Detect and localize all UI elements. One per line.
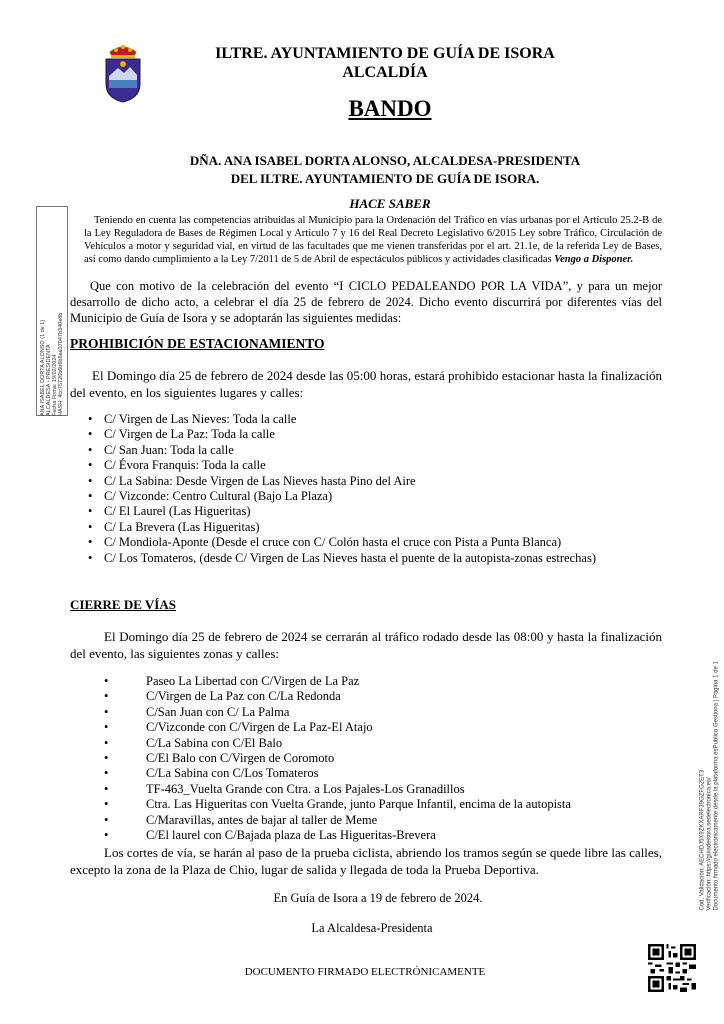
list-item: • C/La Sabina con C/Los Tomateros	[104, 766, 571, 781]
list-item: • C/ La Sabina: Desde Virgen de Las Nieves hasta Pino del Aire	[88, 474, 596, 489]
intro-text: Teniendo en cuenta las competencias atribuidas al Municipio para la Ordenación del Tráfico en vías urbanas por el Artículo 25.2-B de la Ley Reguladora de Bases de Régimen Local y Artículo 7 y 16 del Real Decreto Legislativo 6/2015 Ley sobre Tráfico, Circulación de Vehículos a motor y seguridad vial, en virtud de las facultades que me vienen transferidas por el art. 21.1e, de la referida Ley de Bases, así como dando cumplimiento a la Ley 7/2011 de 5 de Abril de espectáculos públicos y actividades clasificadas	[84, 215, 662, 265]
event-paragraph: Que con motivo de la celebración del evento “I CICLO PEDALEANDO POR LA VIDA”, y para un mejor desarrollo de dicho acto, a celebrar el día 25 de febrero de 2024. Dicho evento discurrirá por diferentes vías del Municipio de Guía de Isora y se adoptarán las siguientes medidas:	[70, 279, 662, 325]
validation-code: Cód. Validación: AECHDJ5X9ZKXARF39GZFG2ET3	[699, 769, 706, 911]
signature-hash: HASH: 4cc75726b6b6b8aa37047b340e8b	[58, 312, 64, 416]
section-closures-heading: CIERRE DE VÍAS	[70, 597, 176, 612]
list-item: • C/ La Brevera (Las Higueritas)	[88, 520, 596, 535]
list-item: • Ctra. Las Higueritas con Vuelta Grande, junto Parque Infantil, encima de la autopista	[104, 797, 571, 812]
vengo-a-disponer: Vengo a Disponer.	[554, 254, 634, 265]
signer-title: La Alcaldesa-Presidenta	[311, 921, 433, 935]
list-item: • C/El Balo con C/Virgen de Coromoto	[104, 751, 571, 766]
authority-line-2: DEL ILTRE. AYUNTAMIENTO DE GUÍA DE ISORA	[230, 171, 536, 186]
list-item: • TF-463_Vuelta Grande con Ctra. a Los Pajales-Los Granadillos	[104, 782, 571, 797]
list-item: • C/ Vizconde: Centro Cultural (Bajo La Plaza)	[88, 489, 596, 504]
list-item: • C/Vizconde con C/Virgen de La Paz-El Atajo	[104, 720, 571, 735]
qr-code-icon	[648, 944, 696, 992]
section-parking-heading: PROHIBICIÓN DE ESTACIONAMIENTO	[70, 336, 325, 351]
list-item: • C/ Évora Franquis: Toda la calle	[88, 458, 596, 473]
place-date: En Guía de Isora a 19 de febrero de 2024.	[273, 891, 483, 905]
office-title: ALCALDÍA	[342, 64, 428, 81]
municipal-crest-logo	[100, 42, 146, 104]
authority-line-1: DÑA. ANA ISABEL DORTA ALONSO, ALCALDESA-PRESIDENTA	[189, 153, 581, 168]
signature-date: Fecha Firma: 19/02/2024	[52, 354, 58, 416]
electronic-signature-footer: DOCUMENTO FIRMADO ELECTRÓNICAMENTE	[244, 966, 486, 978]
list-item: • C/Virgen de La Paz con C/La Redonda	[104, 689, 571, 704]
signature-name: ANA ISABEL DORTA ALONSO (1 de 1)	[40, 319, 46, 416]
parking-street-list	[88, 412, 596, 566]
hace-saber-heading: HACE SABER	[349, 196, 431, 211]
list-item: • C/ El Laurel (Las Higueritas)	[88, 504, 596, 519]
list-item: • C/ Virgen de La Paz: Toda la calle	[88, 427, 596, 442]
section-parking-paragraph: El Domingo día 25 de febrero de 2024 desde las 05:00 horas, estará prohibido estacionar hasta la finalización del evento, en los siguientes lugares y calles:	[70, 368, 662, 400]
list-item: • Paseo La Libertad con C/Virgen de La Paz	[104, 674, 571, 689]
list-item: • C/Maravillas, antes de bajar al taller de Meme	[104, 813, 571, 828]
signature-stamp-text	[40, 206, 64, 416]
municipality-title: ILTRE. AYUNTAMIENTO DE GUÍA DE ISORA	[215, 45, 555, 62]
authority-block: DÑA. ANA ISABEL DORTA ALONSO, ALCALDESA-PRESIDENTA DEL ILTRE. AYUNTAMIENTO DE GUÍA DE ISORA.	[150, 152, 620, 188]
list-item: • C/ Los Tomateros, (desde C/ Virgen de Las Nieves hasta el puente de la autopista-zonas estrechas)	[88, 551, 596, 566]
closure-street-list	[104, 674, 571, 843]
platform-note: Documento firmado electrónicamente desde la plataforma esPublico Gestiona | Página 1 de 1	[713, 661, 720, 911]
list-item: • C/San Juan con C/ La Palma	[104, 705, 571, 720]
list-item: • C/El laurel con C/Bajada plaza de Las Higueritas-Brevera	[104, 828, 571, 843]
signature-role: ALCALDESA - PRESIDENTA	[46, 344, 52, 416]
signature-stamp-box	[36, 206, 68, 416]
list-item: • C/ Virgen de Las Nieves: Toda la calle	[88, 412, 596, 427]
verification-url: Verificación: https://guiadeisora.sedelectronica.es/	[706, 777, 713, 911]
list-item: • C/La Sabina con C/El Balo	[104, 736, 571, 751]
list-item: • C/ San Juan: Toda la calle	[88, 443, 596, 458]
closures-note-paragraph: Los cortes de vía, se harán al paso de la prueba ciclista, abriendo los tramos según se quede libre las calles, excepto la zona de la Plaza de Chio, lugar de salida y llegada de toda la Prueba Deportiva.	[70, 845, 662, 877]
verification-strip	[699, 661, 721, 911]
intro-paragraph	[84, 214, 662, 266]
document-type-title: BANDO	[348, 96, 432, 121]
list-item: • C/ Mondiola-Aponte (Desde el cruce con C/ Colón hasta el cruce con Pista a Punta Blanca)	[88, 535, 596, 550]
section-closures-paragraph: El Domingo día 25 de febrero de 2024 se cerrarán al tráfico rodado desde las 08:00 y hasta la finalización del evento, las siguientes zonas y calles:	[70, 629, 662, 661]
